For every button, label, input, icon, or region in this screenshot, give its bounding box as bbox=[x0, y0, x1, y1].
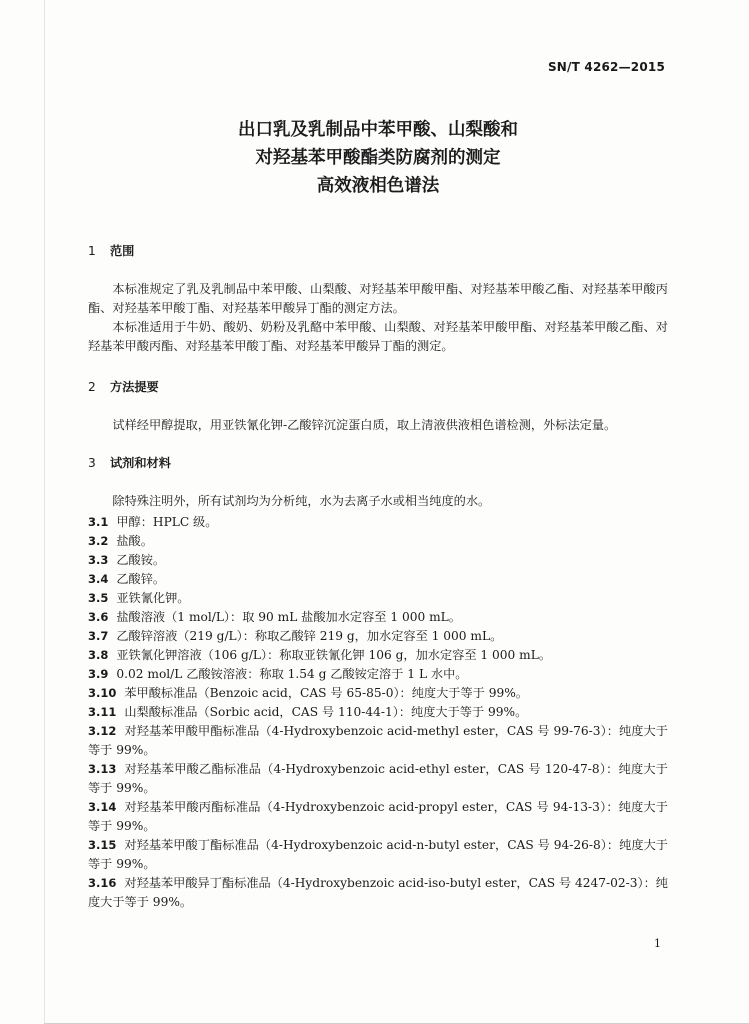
standard-number: SN/T 4262—2015 bbox=[547, 60, 665, 74]
section-heading-method-summary: 2 方法提要 bbox=[88, 380, 159, 394]
list-item: 3.14 对羟基苯甲酸丙酯标准品（4-Hydroxybenzoic acid-propyl ester，CAS 号 94-13-3）：纯度大于等于 99%。 bbox=[88, 800, 668, 833]
list-item: 3.7 乙酸锌溶液（219 g/L）：称取乙酸锌 219 g，加水定容至 1 000 mL。 bbox=[88, 629, 503, 643]
list-item: 3.8 亚铁氰化钾溶液（106 g/L）：称取亚铁氰化钾 106 g，加水定容至 1 000 mL。 bbox=[88, 648, 552, 662]
section-heading-reagents: 3 试剂和材料 bbox=[88, 456, 171, 470]
paragraph: 除特殊注明外，所有试剂均为分析纯，水为去离子水或相当纯度的水。 bbox=[112, 494, 491, 508]
title-line-1: 出口乳及乳制品中苯甲酸、山梨酸和 bbox=[238, 120, 518, 140]
title-line-3: 高效液相色谱法 bbox=[316, 176, 440, 196]
paragraph: 本标准规定了乳及乳制品中苯甲酸、山梨酸、对羟基苯甲酸甲酯、对羟基苯甲酸乙酯、对羟基苯甲酸丙酯、对羟基苯甲酸丁酯、对羟基苯甲酸异丁酯的测定方法。 bbox=[88, 282, 668, 315]
list-item: 3.2 盐酸。 bbox=[88, 534, 153, 548]
list-item: 3.16 对羟基苯甲酸异丁酯标准品（4-Hydroxybenzoic acid-iso-butyl ester，CAS 号 4247-02-3）：纯度大于等于 99%。 bbox=[88, 876, 668, 909]
list-item: 3.3 乙酸铵。 bbox=[88, 553, 166, 567]
list-item: 3.1 甲醇：HPLC 级。 bbox=[88, 515, 218, 529]
document-title bbox=[90, 116, 666, 200]
list-item: 3.13 对羟基苯甲酸乙酯标准品（4-Hydroxybenzoic acid-ethyl ester，CAS 号 120-47-8）：纯度大于等于 99%。 bbox=[88, 762, 668, 795]
list-item: 3.6 盐酸溶液（1 mol/L）：取 90 mL 盐酸加水定容至 1 000 mL。 bbox=[88, 610, 461, 624]
scan-edge-left bbox=[44, 0, 45, 1024]
section-heading-scope: 1 范围 bbox=[88, 244, 135, 258]
page-number: 1 bbox=[654, 937, 661, 950]
paragraph: 本标准适用于牛奶、酸奶、奶粉及乳酪中苯甲酸、山梨酸、对羟基苯甲酸甲酯、对羟基苯甲酸乙酯、对羟基苯甲酸丙酯、对羟基苯甲酸丁酯、对羟基苯甲酸异丁酯的测定。 bbox=[88, 320, 668, 353]
list-item: 3.4 乙酸锌。 bbox=[88, 572, 166, 586]
list-item: 3.5 亚铁氰化钾。 bbox=[88, 591, 190, 605]
title-line-2: 对羟基苯甲酸酯类防腐剂的测定 bbox=[255, 148, 501, 168]
list-item: 3.15 对羟基苯甲酸丁酯标准品（4-Hydroxybenzoic acid-n-butyl ester，CAS 号 94-26-8）：纯度大于等于 99%。 bbox=[88, 838, 668, 871]
document-body bbox=[88, 242, 668, 912]
list-item: 3.12 对羟基苯甲酸甲酯标准品（4-Hydroxybenzoic acid-methyl ester，CAS 号 99-76-3）：纯度大于等于 99%。 bbox=[88, 724, 668, 757]
list-item: 3.11 山梨酸标准品（Sorbic acid，CAS 号 110-44-1）：纯度大于等于 99%。 bbox=[88, 705, 528, 719]
list-item: 3.10 苯甲酸标准品（Benzoic acid，CAS 号 65-85-0）：纯度大于等于 99%。 bbox=[88, 686, 529, 700]
list-item: 3.9 0.02 mol/L 乙酸铵溶液：称取 1.54 g 乙酸铵定溶于 1 L 水中。 bbox=[88, 667, 468, 681]
paragraph: 试样经甲醇提取，用亚铁氰化钾-乙酸锌沉淀蛋白质，取上清液供液相色谱检测，外标法定量。 bbox=[112, 418, 617, 432]
